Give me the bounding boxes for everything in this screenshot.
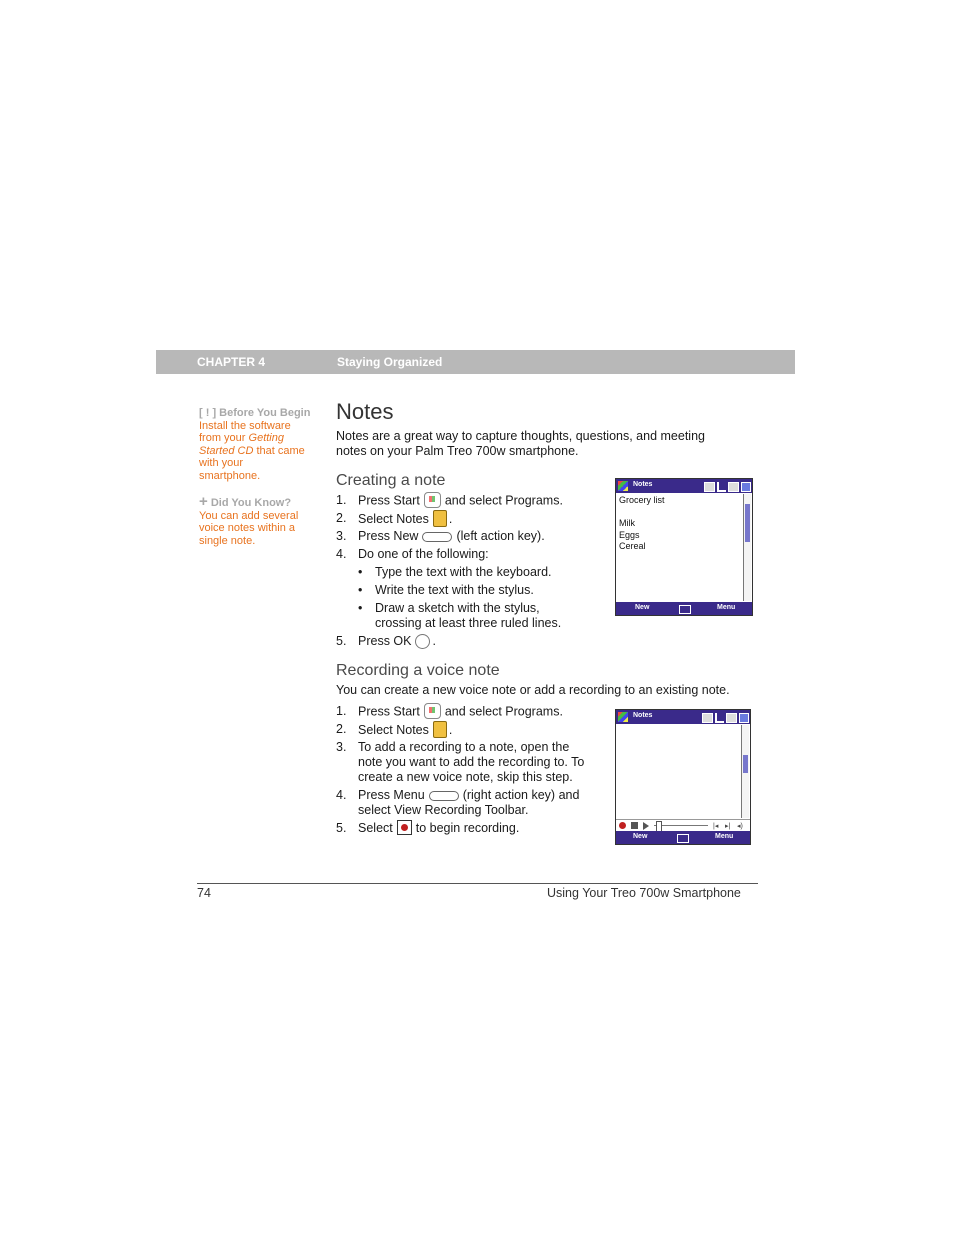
intro-line: Notes are a great way to capture thoughts, questions, and meeting — [336, 429, 705, 443]
tip-line: single note. — [199, 534, 256, 547]
step-number: 2. — [336, 722, 347, 736]
screen-app-title: Notes — [633, 481, 653, 488]
step-text-pre: Select — [358, 821, 393, 835]
step-number: 4. — [336, 788, 347, 802]
step-text — [358, 722, 452, 739]
screen-title-bar — [616, 710, 750, 724]
softkey-menu: Menu — [715, 833, 734, 840]
bullet-text: Type the text with the keyboard. — [375, 565, 552, 579]
tip-line-italic: Getting — [248, 432, 284, 444]
tip-mark: [ ! ] — [199, 407, 217, 419]
stop-icon — [631, 822, 638, 829]
step-line: select View Recording Toolbar. — [358, 803, 529, 817]
tip-line: with your — [199, 457, 244, 469]
recording-intro: You can create a new voice note or add a recording to an existing note. — [336, 683, 730, 697]
intro-paragraph — [336, 429, 705, 459]
play-icon — [643, 822, 649, 830]
ok-icon — [741, 482, 751, 492]
step-text-post: . — [448, 511, 453, 526]
tip-line: Install the software — [199, 419, 291, 432]
step-text-post: (right action key) and — [462, 788, 580, 802]
bullet-icon: • — [358, 601, 363, 615]
bullet-text — [375, 601, 561, 631]
chapter-title: Staying Organized — [337, 355, 443, 369]
tip-heading: Did You Know? — [210, 497, 292, 509]
step-text-post: to begin recording. — [415, 821, 520, 835]
screen-softkey-bar — [616, 602, 752, 615]
sidebar-tip-before-you-begin — [199, 407, 319, 482]
right-action-key-icon — [429, 791, 459, 801]
step-number: 2. — [336, 511, 347, 525]
screen-title-bar — [616, 479, 752, 493]
step-text-pre: Select Notes — [358, 722, 429, 737]
screen-note-content — [619, 495, 665, 553]
step-text-pre: Select Notes — [358, 511, 429, 526]
start-icon — [424, 703, 441, 719]
step-text-pre: Press New — [358, 529, 419, 543]
step-text — [358, 529, 545, 544]
tip-line: smartphone. — [199, 469, 261, 482]
record-button-icon — [397, 820, 412, 835]
signal-icon — [715, 713, 724, 723]
notes-app-icon — [433, 510, 447, 527]
network-icon — [702, 713, 713, 723]
battery-icon — [726, 713, 737, 723]
bullet-line: Draw a sketch with the stylus, — [375, 601, 540, 615]
left-action-key-icon — [422, 532, 452, 542]
bullet-icon: • — [358, 583, 363, 597]
scroll-thumb — [745, 504, 750, 542]
page-title: Notes — [336, 399, 394, 424]
subheading-creating-note: Creating a note — [336, 472, 446, 489]
step-number: 1. — [336, 704, 347, 718]
intro-line: notes on your Palm Treo 700w smartphone. — [336, 444, 579, 458]
step-text — [358, 493, 563, 509]
softkey-new: New — [635, 604, 650, 611]
step-text — [358, 788, 579, 818]
step-text — [358, 511, 452, 528]
notes-screenshot-grocery — [615, 478, 753, 616]
note-line-blank — [619, 507, 665, 519]
step-text: Do one of the following: — [358, 547, 489, 561]
step-text — [358, 704, 563, 720]
step-text — [358, 634, 436, 649]
step-line: note you want to add the recording to. To — [358, 755, 585, 769]
signal-icon — [717, 482, 726, 492]
chapter-label: CHAPTER 4 — [197, 355, 266, 369]
step-number: 4. — [336, 547, 347, 561]
softkey-menu: Menu — [717, 604, 736, 611]
screen-app-title: Notes — [633, 712, 653, 719]
step-text — [358, 740, 584, 785]
step-text-post: and select Programs. — [444, 493, 563, 508]
note-line: Milk — [619, 518, 635, 528]
progress-track — [654, 825, 708, 826]
rewind-icon: |◂ — [713, 823, 719, 830]
step-text-post: and select Programs. — [444, 704, 563, 719]
bullet-text: Write the text with the stylus. — [375, 583, 534, 597]
windows-flag-icon — [618, 712, 628, 722]
step-text-pre: Press Start — [358, 493, 420, 508]
screen-scrollbar — [741, 725, 749, 818]
note-line: Eggs — [619, 529, 640, 540]
screen-softkey-bar — [616, 831, 750, 844]
bullet-icon: • — [358, 565, 363, 579]
page-number: 74 — [197, 886, 211, 900]
scroll-thumb — [743, 755, 748, 773]
forward-icon: ▸| — [725, 823, 731, 830]
volume-icon: ◂) — [737, 823, 743, 830]
softkey-new: New — [633, 833, 648, 840]
windows-flag-icon — [618, 481, 628, 491]
step-text-post: . — [448, 722, 453, 737]
tip-line: that came — [253, 444, 305, 457]
screen-scrollbar — [743, 494, 751, 601]
step-text-post: . — [432, 634, 436, 648]
step-number: 3. — [336, 740, 347, 754]
subheading-recording-voice-note: Recording a voice note — [336, 662, 500, 679]
step-number: 5. — [336, 634, 347, 648]
tip-line: from your — [199, 432, 249, 444]
step-line: To add a recording to a note, open the — [358, 740, 570, 754]
network-icon — [704, 482, 715, 492]
note-line: Grocery list — [619, 495, 665, 505]
step-text-pre: Press Menu — [358, 788, 425, 802]
book-title: Using Your Treo 700w Smartphone — [547, 886, 741, 900]
notes-app-icon — [433, 721, 447, 738]
ok-button-icon — [415, 634, 430, 649]
plus-icon: + — [199, 493, 208, 510]
step-text-pre: Press OK — [358, 634, 412, 648]
keyboard-icon — [677, 834, 689, 843]
keyboard-icon — [679, 605, 691, 614]
tip-line: voice notes within a — [199, 522, 295, 534]
ok-icon — [739, 713, 749, 723]
step-text-post: (left action key). — [456, 529, 545, 543]
step-text — [358, 821, 519, 836]
battery-icon — [728, 482, 739, 492]
tip-line: You can add several — [199, 509, 299, 522]
tip-line-italic: Started CD — [199, 444, 254, 457]
step-number: 1. — [336, 493, 347, 507]
bullet-line: crossing at least three ruled lines. — [375, 616, 562, 630]
step-line: create a new voice note, skip this step. — [358, 770, 573, 784]
step-text-pre: Press Start — [358, 704, 420, 719]
tip-heading: Before You Begin — [219, 407, 311, 419]
step-number: 5. — [336, 821, 347, 835]
start-icon — [424, 492, 441, 508]
note-line: Cereal — [619, 541, 646, 551]
record-icon — [619, 822, 626, 829]
footer-rule — [197, 883, 758, 884]
notes-screenshot-recording — [615, 709, 751, 845]
sidebar-tip-did-you-know — [199, 493, 319, 547]
step-number: 3. — [336, 529, 347, 543]
